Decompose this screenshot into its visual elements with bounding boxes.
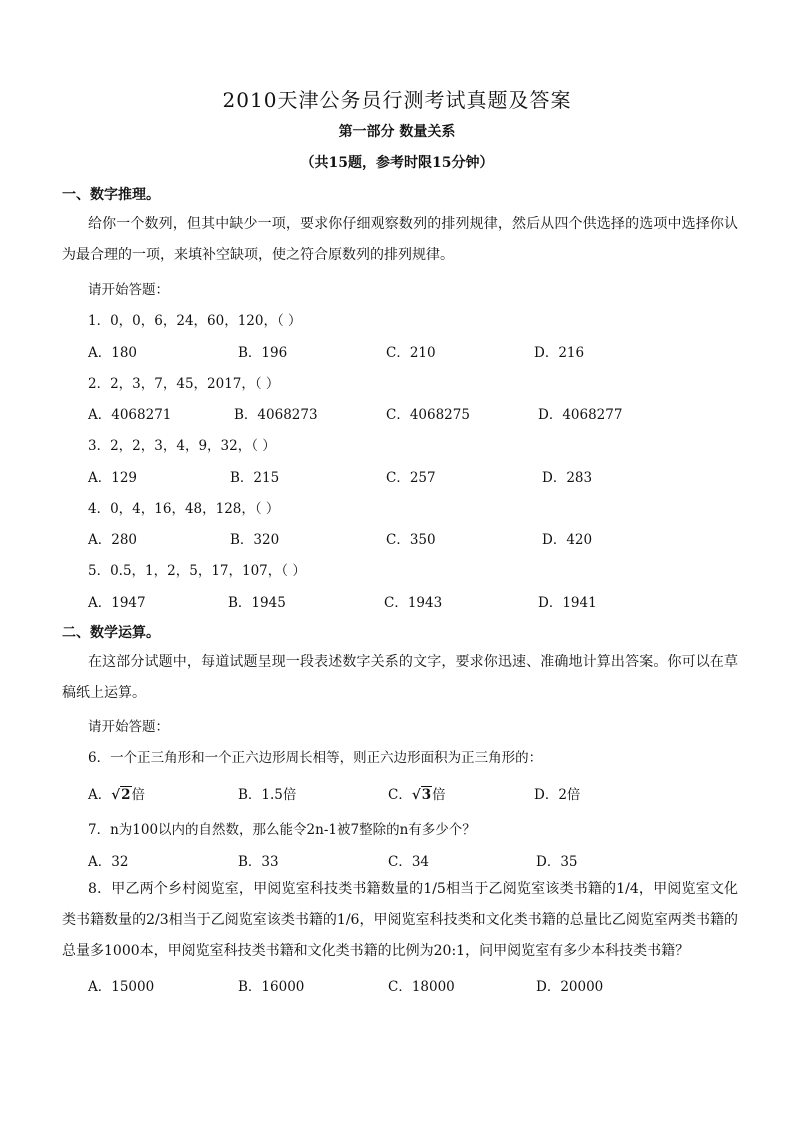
q5-option-b: B．1945 xyxy=(228,595,286,611)
q6-option-a: A．√2倍 xyxy=(88,787,146,803)
q6-option-d: D．2倍 xyxy=(534,787,581,803)
q8-option-b: B．16000 xyxy=(238,979,305,995)
section-1-heading: 一、数字推理。 xyxy=(62,187,160,203)
q4-option-a: A．280 xyxy=(88,532,138,548)
q7-option-c: C．34 xyxy=(388,854,430,870)
q1-option-a: A．180 xyxy=(88,345,138,361)
q6-option-c: C．√3倍 xyxy=(388,787,446,803)
question-7: 7．n为100以内的自然数，那么能令2n-1被7整除的n有多少个？ xyxy=(88,822,476,838)
q3-option-b: B．215 xyxy=(230,470,280,486)
question-2: 2．2，3，7，45，2017，（ ） xyxy=(88,376,280,392)
question-8: 8．甲乙两个乡村阅览室，甲阅览室科技类书籍数量的1/5相当于乙阅览室该类书籍的1/4，甲阅览室文化类书籍数量的2/3相当于乙阅览室该类书籍的1/6，甲阅览室科技类和文化类书籍的总量比乙阅览室两类书籍的总量多1000本，甲阅览室科技类书籍和文化类书籍的比例为20:1，问甲阅览室有多少本科技类书籍？ xyxy=(62,881,738,959)
q7-option-a: A．32 xyxy=(88,854,129,870)
q3-option-a: A．129 xyxy=(88,470,138,486)
section-2-start: 请开始答题： xyxy=(88,719,169,735)
q5-option-c: C．1943 xyxy=(384,595,443,611)
time-note: （共15题，参考时限15分钟） xyxy=(300,155,494,171)
question-4: 4．0，4，16，48，128，（ ） xyxy=(88,501,280,517)
q8-option-a: A．15000 xyxy=(88,979,155,995)
section-2-heading: 二、数学运算。 xyxy=(62,625,160,641)
q6-option-b: B．1.5倍 xyxy=(238,787,297,803)
q4-option-c: C．350 xyxy=(386,532,436,548)
q5-option-d: D．1941 xyxy=(538,595,597,611)
section-2-intro: 在这部分试题中，每道试题呈现一段表述数字关系的文字，要求你迅速、准确地计算出答案。你可以在草稿纸上运算。 xyxy=(62,654,738,701)
question-6: 6．一个正三角形和一个正六边形周长相等，则正六边形面积为正三角形的： xyxy=(88,750,543,766)
q5-option-a: A．1947 xyxy=(88,595,146,611)
q3-option-c: C．257 xyxy=(386,470,436,486)
part-title: 第一部分 数量关系 xyxy=(338,124,456,140)
q4-option-b: B．320 xyxy=(230,532,280,548)
q3-option-d: D．283 xyxy=(542,470,593,486)
question-1: 1．0，0，6，24，60，120，（ ） xyxy=(88,313,302,329)
sqrt-symbol: √3 xyxy=(411,787,432,803)
question-5: 5．0.5，1，2，5，17，107，（ ） xyxy=(88,563,306,579)
document-title: 2010天津公务员行测考试真题及答案 xyxy=(222,88,572,112)
q1-option-b: B．196 xyxy=(238,345,288,361)
q1-option-d: D．216 xyxy=(534,345,585,361)
section-1-intro: 给你一个数列，但其中缺少一项，要求你仔细观察数列的排列规律，然后从四个供选择的选项中选择你认为最合理的一项，来填补空缺项，使之符合原数列的排列规律。 xyxy=(62,216,738,263)
q8-option-c: C．18000 xyxy=(388,979,455,995)
q7-option-b: B．33 xyxy=(238,854,279,870)
q2-option-a: A．4068271 xyxy=(88,407,172,423)
question-3: 3．2，2，3，4，9，32，（ ） xyxy=(88,438,276,454)
sqrt-symbol: √2 xyxy=(111,787,131,803)
q8-option-d: D．20000 xyxy=(536,979,604,995)
q2-option-b: B．4068273 xyxy=(234,407,318,423)
q4-option-d: D．420 xyxy=(542,532,593,548)
q2-option-c: C．4068275 xyxy=(386,407,470,423)
q2-option-d: D．4068277 xyxy=(538,407,623,423)
q1-option-c: C．210 xyxy=(386,345,436,361)
q7-option-d: D．35 xyxy=(536,854,578,870)
section-1-start: 请开始答题： xyxy=(88,282,169,298)
